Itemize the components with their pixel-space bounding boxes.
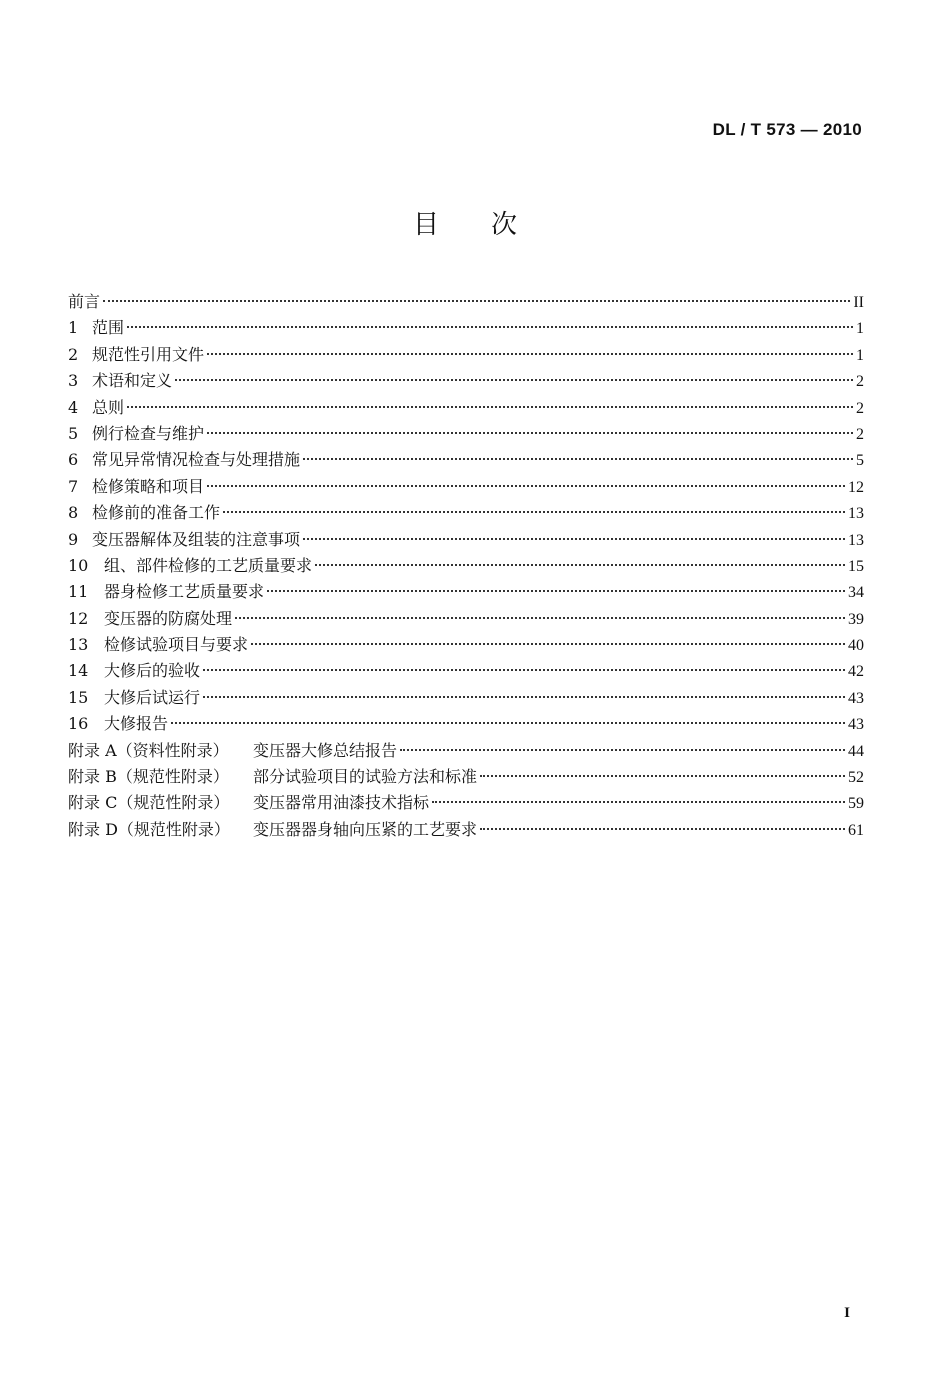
- toc-entry[interactable]: [68, 553, 864, 579]
- toc-dot-leader: [203, 696, 845, 698]
- toc-entry-page: 13: [848, 531, 864, 549]
- toc-entry[interactable]: [68, 527, 864, 553]
- toc-entry[interactable]: [68, 711, 864, 737]
- toc-entry-number: 3: [68, 371, 79, 391]
- toc-entry[interactable]: [68, 395, 864, 421]
- toc-entry[interactable]: [68, 738, 864, 764]
- toc-entry-number: 8: [68, 503, 79, 523]
- toc-entry-label: 常见异常情况检查与处理措施: [92, 450, 301, 470]
- toc-dot-leader: [251, 643, 845, 645]
- toc-entry-page: 59: [848, 795, 864, 813]
- toc-entry-number: 附录 A（资料性附录）: [68, 740, 229, 760]
- toc-entry[interactable]: [68, 579, 864, 605]
- toc-entry[interactable]: [68, 289, 864, 315]
- toc-entry-page: 2: [856, 399, 864, 417]
- toc-dot-leader: [303, 458, 853, 460]
- toc-dot-leader: [235, 617, 845, 619]
- toc-dot-leader: [400, 749, 845, 751]
- toc-dot-leader: [175, 379, 853, 381]
- toc-dot-leader: [127, 326, 853, 328]
- toc-entry-number: 4: [68, 397, 79, 417]
- toc-entry-number: 11: [68, 582, 89, 602]
- toc-entry-page: 5: [856, 452, 864, 470]
- toc-entry[interactable]: [68, 606, 864, 632]
- toc-dot-leader: [223, 511, 845, 513]
- toc-entry-label: 范围: [92, 318, 125, 338]
- toc-entry-label: 变压器的防腐处理: [104, 608, 233, 628]
- toc-entry-label: 大修报告: [104, 714, 169, 734]
- toc-entry-number: 7: [68, 476, 79, 496]
- toc-dot-leader: [267, 590, 845, 592]
- toc-entry-label: 变压器解体及组装的注意事项: [92, 529, 301, 549]
- toc-entry-number: 2: [68, 344, 79, 364]
- toc-dot-leader: [480, 775, 845, 777]
- toc-entry-label: 检修试验项目与要求: [104, 635, 249, 655]
- toc-dot-leader: [103, 300, 850, 302]
- toc-entry[interactable]: [68, 500, 864, 526]
- toc-entry-number: 附录 D（规范性附录）: [68, 819, 230, 839]
- toc-entry-page: 34: [848, 584, 864, 602]
- toc-entry[interactable]: [68, 817, 864, 843]
- toc-entry-number: 14: [68, 661, 89, 681]
- toc-entry[interactable]: [68, 421, 864, 447]
- toc-dot-leader: [127, 406, 853, 408]
- toc-entry-label: 组、部件检修的工艺质量要求: [104, 555, 313, 575]
- toc-entry-label: 变压器器身轴向压紧的工艺要求: [253, 819, 478, 839]
- toc-entry-label: 变压器常用油漆技术指标: [253, 793, 430, 813]
- toc-entry-number: 15: [68, 687, 89, 707]
- document-code: DL / T 573 — 2010: [712, 120, 862, 139]
- toc-entry-page: 44: [848, 742, 864, 760]
- toc-entry-number: 13: [68, 635, 89, 655]
- toc-entry-page: 40: [848, 637, 864, 655]
- toc-entry-page: II: [853, 294, 864, 311]
- toc-dot-leader: [207, 432, 853, 434]
- toc-entry-label: 总则: [92, 397, 125, 417]
- toc-entry[interactable]: [68, 632, 864, 658]
- toc-entry[interactable]: [68, 474, 864, 500]
- toc-entry-number: 10: [68, 555, 89, 575]
- toc-entry-label: 例行检查与维护: [92, 423, 205, 443]
- toc-entry-page: 12: [848, 478, 864, 496]
- toc-entry-label: 检修前的准备工作: [92, 503, 221, 523]
- toc-entry-label: 大修后的验收: [104, 661, 201, 681]
- toc-entry-label: 术语和定义: [92, 371, 173, 391]
- toc-entry-page: 2: [856, 425, 864, 443]
- toc-entry-label: 变压器大修总结报告: [253, 740, 398, 760]
- toc-entry[interactable]: [68, 658, 864, 684]
- toc-entry-page: 43: [848, 689, 864, 707]
- toc-entry[interactable]: [68, 368, 864, 394]
- toc-entry[interactable]: [68, 764, 864, 790]
- toc-entry-number: 附录 C（规范性附录）: [68, 793, 230, 813]
- toc-entry[interactable]: [68, 685, 864, 711]
- toc-entry-number: 5: [68, 423, 79, 443]
- toc-dot-leader: [171, 722, 845, 724]
- toc-dot-leader: [432, 801, 845, 803]
- toc-entry-page: 43: [848, 716, 864, 734]
- toc-entry[interactable]: [68, 447, 864, 473]
- toc-entry-page: 1: [856, 320, 864, 338]
- toc-dot-leader: [207, 485, 845, 487]
- toc-entry-label: 器身检修工艺质量要求: [104, 582, 265, 602]
- toc-entry-page: 42: [848, 663, 864, 681]
- toc-entry-page: 1: [856, 346, 864, 364]
- toc-entry-page: 15: [848, 557, 864, 575]
- toc-entry-label: 部分试验项目的试验方法和标准: [253, 767, 478, 787]
- toc-entry-number: 6: [68, 450, 79, 470]
- toc-dot-leader: [480, 828, 845, 830]
- toc-entry-number: 1: [68, 318, 79, 338]
- toc-entry-page: 13: [848, 505, 864, 523]
- toc-dot-leader: [207, 353, 853, 355]
- page-title: 目次: [412, 210, 569, 240]
- toc-dot-leader: [303, 538, 845, 540]
- table-of-contents: [68, 289, 864, 843]
- toc-entry-number: 16: [68, 714, 89, 734]
- toc-entry-number: 12: [68, 608, 89, 628]
- toc-entry[interactable]: [68, 342, 864, 368]
- toc-entry-page: 39: [848, 610, 864, 628]
- page-number: I: [844, 1305, 850, 1321]
- toc-entry-number: 附录 B（规范性附录）: [68, 767, 229, 787]
- toc-entry-label: 前言: [68, 292, 101, 311]
- toc-entry[interactable]: [68, 790, 864, 816]
- toc-dot-leader: [315, 564, 845, 566]
- toc-entry-number: 9: [68, 529, 79, 549]
- toc-entry-page: 2: [856, 373, 864, 391]
- toc-entry[interactable]: [68, 315, 864, 341]
- toc-entry-label: 大修后试运行: [104, 687, 201, 707]
- toc-entry-page: 61: [848, 821, 864, 839]
- toc-entry-label: 规范性引用文件: [92, 344, 205, 364]
- toc-entry-page: 52: [848, 769, 864, 787]
- toc-dot-leader: [203, 669, 845, 671]
- toc-entry-label: 检修策略和项目: [92, 476, 205, 496]
